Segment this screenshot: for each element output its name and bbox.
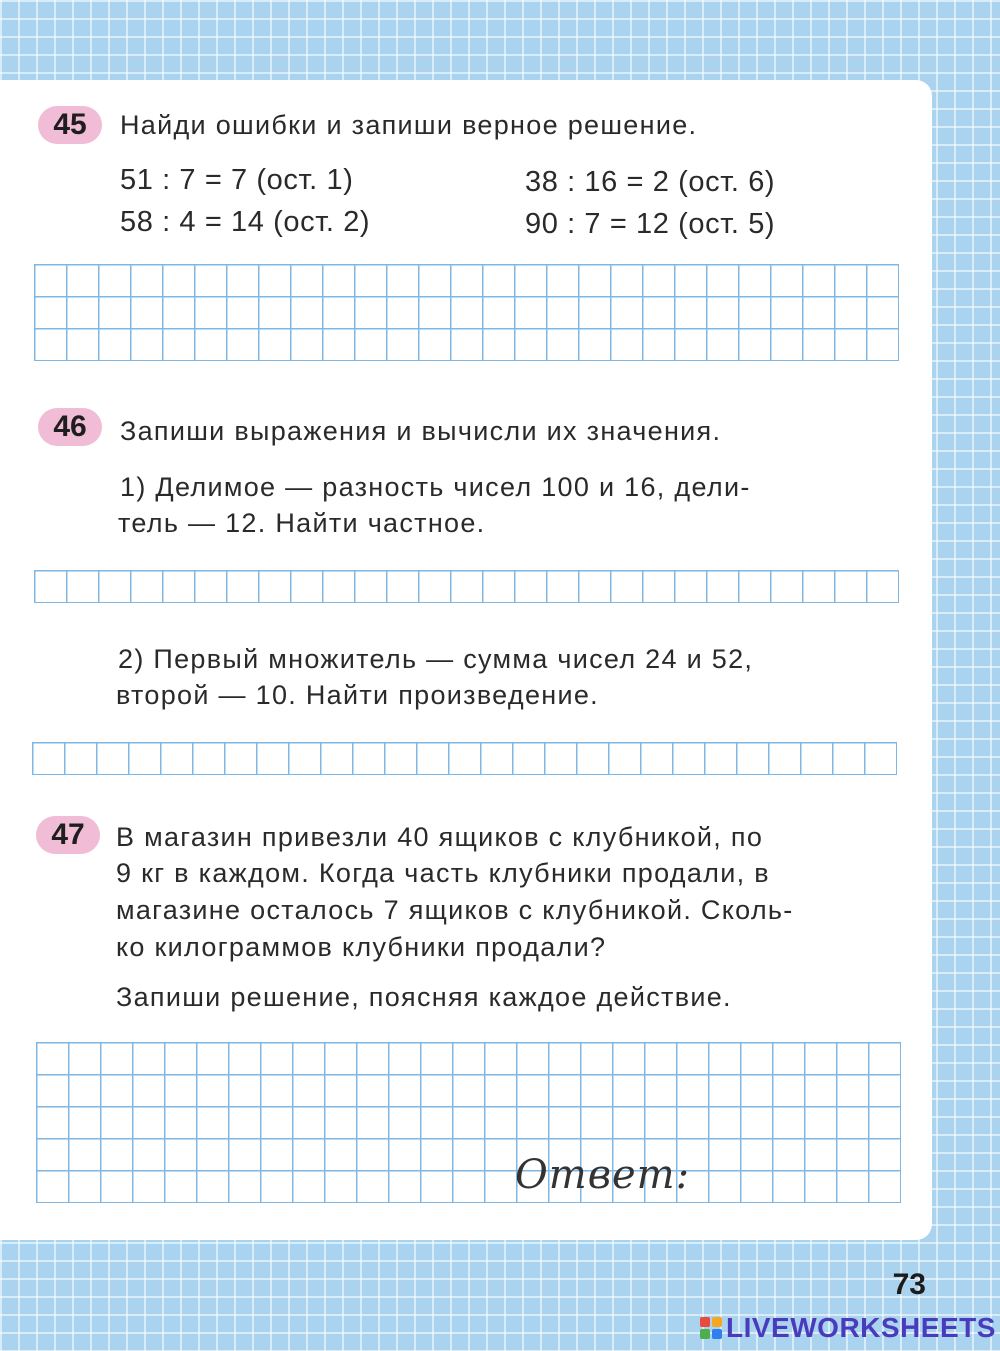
answer-grid-46-1[interactable] bbox=[34, 570, 899, 603]
page-number: 73 bbox=[892, 1268, 926, 1301]
exercise-46-part1-line2: тель — 12. Найти частное. bbox=[118, 508, 486, 538]
equation: 58 : 4 = 14 (ост. 2) bbox=[120, 206, 371, 238]
exercise-47-text-line: ко килограммов клубники продали? bbox=[116, 932, 607, 962]
exercise-47-instruction: Запиши решение, поясняя каждое действие. bbox=[116, 982, 732, 1012]
liveworksheets-watermark bbox=[700, 1312, 996, 1344]
equation: 38 : 16 = 2 (ост. 6) bbox=[525, 166, 776, 198]
exercise-46-badge: 46 bbox=[38, 408, 102, 446]
equation: 90 : 7 = 12 (ост. 5) bbox=[525, 208, 776, 240]
exercise-46-part2-line2: второй — 10. Найти произведение. bbox=[116, 680, 599, 710]
watermark-text: LIVEWORKSHEETS bbox=[726, 1312, 996, 1343]
exercise-47-text-line: магазине осталось 7 ящиков с клубникой. Сколь- bbox=[116, 895, 794, 925]
answer-label: Ответ: bbox=[515, 1152, 691, 1198]
exercise-46-instruction: Запиши выражения и вычисли их значения. bbox=[120, 416, 722, 446]
liveworksheets-logo-icon bbox=[700, 1317, 722, 1339]
exercise-45-instruction: Найди ошибки и запиши верное решение. bbox=[120, 110, 698, 140]
answer-grid-45[interactable] bbox=[34, 264, 899, 361]
exercise-46-part2-line1: 2) Первый множитель — сумма чисел 24 и 52, bbox=[118, 644, 754, 674]
exercise-47-text-line: В магазин привезли 40 ящиков с клубникой, по bbox=[116, 822, 764, 852]
answer-grid-47[interactable] bbox=[36, 1042, 901, 1203]
exercise-45-badge: 45 bbox=[38, 106, 102, 144]
exercise-47-text-line: 9 кг в каждом. Когда часть клубники продали, в bbox=[116, 858, 770, 888]
exercise-47-badge: 47 bbox=[36, 816, 100, 854]
equation: 51 : 7 = 7 (ост. 1) bbox=[120, 164, 354, 196]
answer-grid-46-2[interactable] bbox=[32, 742, 897, 775]
exercise-46-part1-line1: 1) Делимое — разность чисел 100 и 16, дели- bbox=[120, 472, 751, 502]
